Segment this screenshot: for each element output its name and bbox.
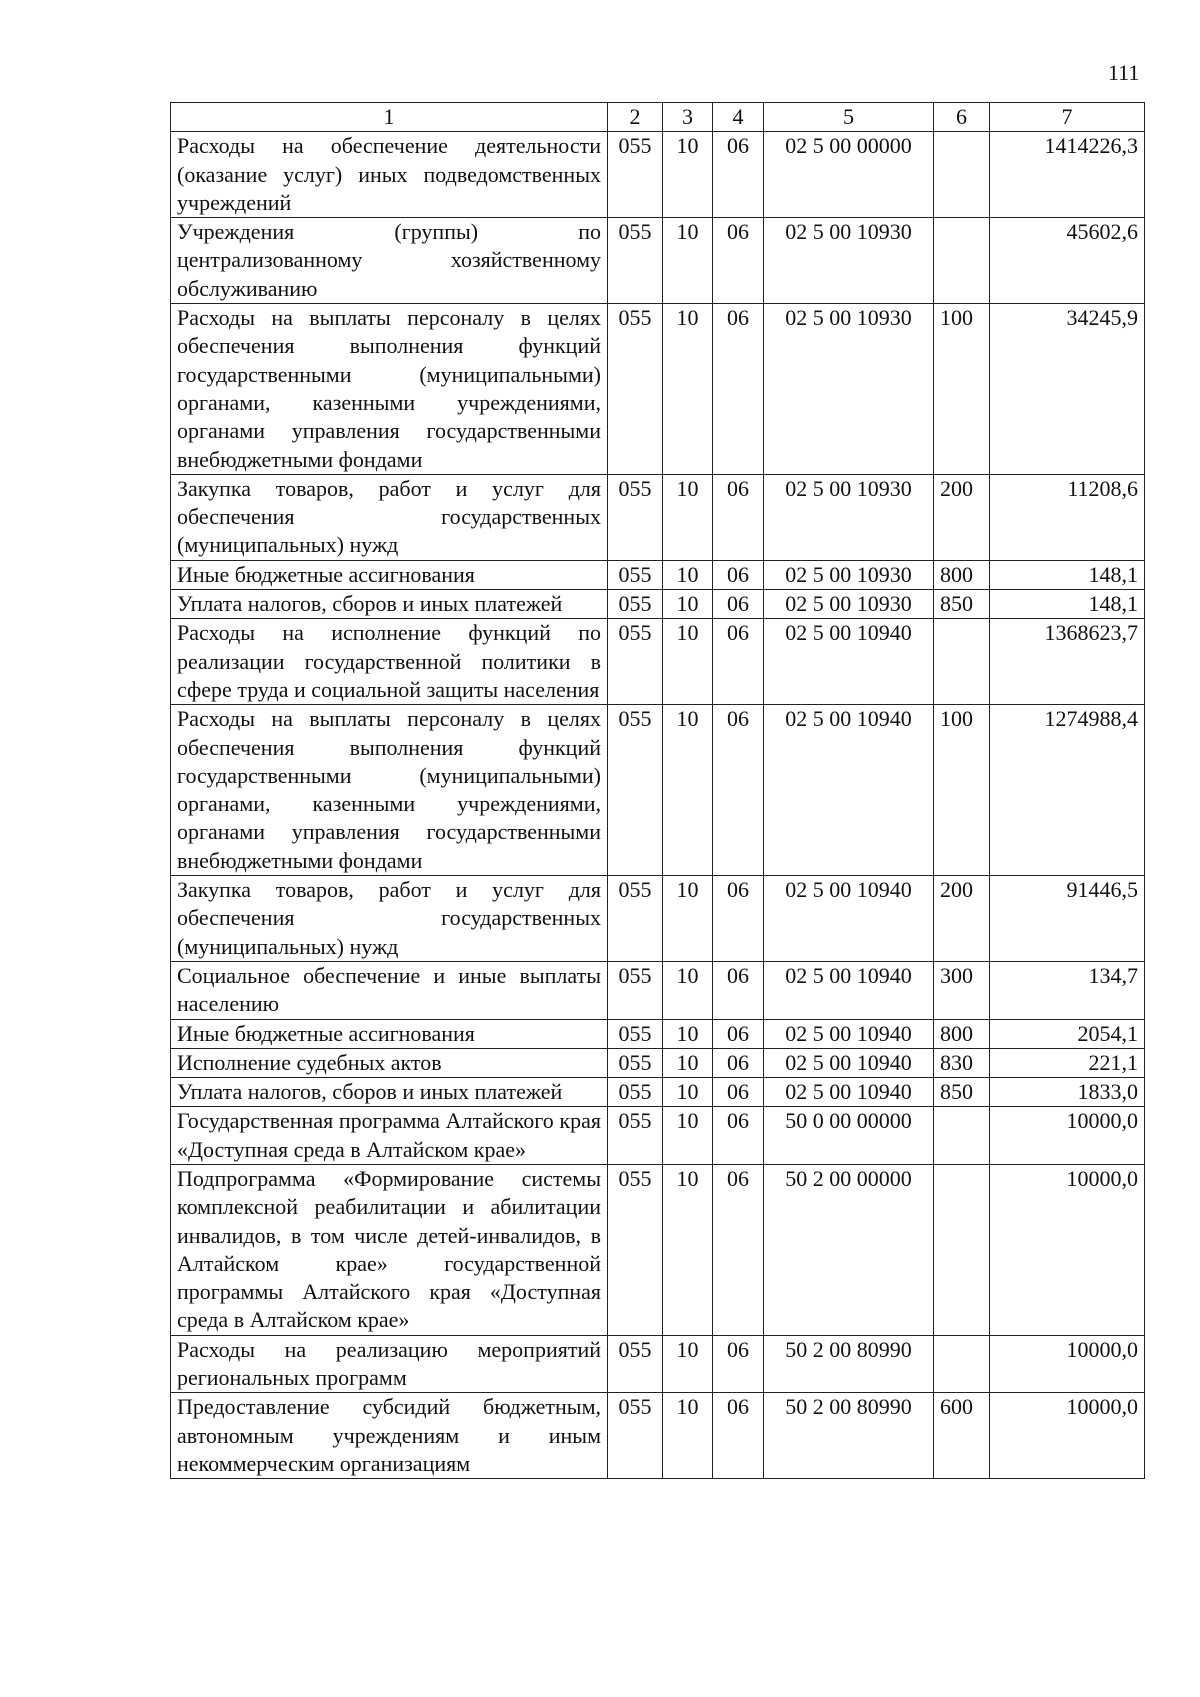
target-article-cell: 02 5 00 00000 <box>764 132 934 218</box>
target-article-cell: 50 2 00 00000 <box>764 1164 934 1335</box>
column-header: 3 <box>663 103 713 132</box>
section-code-cell: 10 <box>663 1048 713 1077</box>
section-code-cell: 10 <box>663 961 713 1019</box>
subsection-code-cell: 06 <box>713 218 764 304</box>
expense-name-cell: Уплата налогов, сборов и иных платежей <box>171 1078 608 1107</box>
expense-type-cell <box>934 619 990 705</box>
section-code-cell: 10 <box>663 304 713 475</box>
grbs-code-cell: 055 <box>608 1078 663 1107</box>
header-row <box>171 103 1145 132</box>
expense-name-cell: Государственная программа Алтайского края «Доступная среда в Алтайском крае» <box>171 1107 608 1165</box>
expense-type-cell <box>934 1107 990 1165</box>
expense-name-cell: Расходы на исполнение функций по реализации государственной политики в сфере труда и социальной защиты населения <box>171 619 608 705</box>
amount-cell: 221,1 <box>990 1048 1145 1077</box>
expense-type-cell <box>934 132 990 218</box>
expense-type-cell: 300 <box>934 961 990 1019</box>
target-article-cell: 02 5 00 10940 <box>764 705 934 876</box>
expense-type-cell: 830 <box>934 1048 990 1077</box>
budget-table <box>170 102 1145 1479</box>
target-article-cell: 02 5 00 10940 <box>764 876 934 962</box>
expense-type-cell: 100 <box>934 705 990 876</box>
expense-type-cell <box>934 1164 990 1335</box>
target-article-cell: 02 5 00 10930 <box>764 590 934 619</box>
table-row <box>171 876 1145 962</box>
grbs-code-cell: 055 <box>608 1107 663 1165</box>
subsection-code-cell: 06 <box>713 560 764 589</box>
grbs-code-cell: 055 <box>608 1393 663 1479</box>
section-code-cell: 10 <box>663 876 713 962</box>
amount-cell: 1274988,4 <box>990 705 1145 876</box>
expense-name-cell: Расходы на обеспечение деятельности (оказание услуг) иных подведомственных учреждений <box>171 132 608 218</box>
section-code-cell: 10 <box>663 1107 713 1165</box>
table-row <box>171 1335 1145 1393</box>
table-row <box>171 961 1145 1019</box>
amount-cell: 10000,0 <box>990 1393 1145 1479</box>
section-code-cell: 10 <box>663 1078 713 1107</box>
section-code-cell: 10 <box>663 1164 713 1335</box>
table-row <box>171 590 1145 619</box>
grbs-code-cell: 055 <box>608 474 663 560</box>
amount-cell: 10000,0 <box>990 1164 1145 1335</box>
column-header: 5 <box>764 103 934 132</box>
expense-type-cell: 600 <box>934 1393 990 1479</box>
column-header: 2 <box>608 103 663 132</box>
amount-cell: 10000,0 <box>990 1335 1145 1393</box>
target-article-cell: 50 2 00 80990 <box>764 1335 934 1393</box>
subsection-code-cell: 06 <box>713 132 764 218</box>
subsection-code-cell: 06 <box>713 961 764 1019</box>
table-row <box>171 132 1145 218</box>
section-code-cell: 10 <box>663 1019 713 1048</box>
table-row <box>171 1048 1145 1077</box>
amount-cell: 91446,5 <box>990 876 1145 962</box>
amount-cell: 134,7 <box>990 961 1145 1019</box>
subsection-code-cell: 06 <box>713 876 764 962</box>
expense-name-cell: Предоставление субсидий бюджетным, автономным учреждениям и иным некоммерческим организациям <box>171 1393 608 1479</box>
subsection-code-cell: 06 <box>713 1393 764 1479</box>
target-article-cell: 02 5 00 10940 <box>764 1048 934 1077</box>
subsection-code-cell: 06 <box>713 1048 764 1077</box>
grbs-code-cell: 055 <box>608 132 663 218</box>
amount-cell: 45602,6 <box>990 218 1145 304</box>
expense-type-cell: 800 <box>934 560 990 589</box>
target-article-cell: 02 5 00 10930 <box>764 560 934 589</box>
grbs-code-cell: 055 <box>608 876 663 962</box>
amount-cell: 2054,1 <box>990 1019 1145 1048</box>
expense-name-cell: Расходы на реализацию мероприятий региональных программ <box>171 1335 608 1393</box>
amount-cell: 34245,9 <box>990 304 1145 475</box>
grbs-code-cell: 055 <box>608 619 663 705</box>
expense-type-cell <box>934 1335 990 1393</box>
target-article-cell: 02 5 00 10940 <box>764 1019 934 1048</box>
table-row <box>171 1393 1145 1479</box>
grbs-code-cell: 055 <box>608 961 663 1019</box>
table-body <box>171 132 1145 1479</box>
grbs-code-cell: 055 <box>608 304 663 475</box>
target-article-cell: 02 5 00 10940 <box>764 1078 934 1107</box>
target-article-cell: 02 5 00 10930 <box>764 304 934 475</box>
expense-type-cell: 850 <box>934 1078 990 1107</box>
expense-type-cell: 200 <box>934 474 990 560</box>
subsection-code-cell: 06 <box>713 304 764 475</box>
section-code-cell: 10 <box>663 619 713 705</box>
subsection-code-cell: 06 <box>713 590 764 619</box>
amount-cell: 1414226,3 <box>990 132 1145 218</box>
subsection-code-cell: 06 <box>713 1335 764 1393</box>
grbs-code-cell: 055 <box>608 1335 663 1393</box>
subsection-code-cell: 06 <box>713 1107 764 1165</box>
column-header: 1 <box>171 103 608 132</box>
amount-cell: 1368623,7 <box>990 619 1145 705</box>
target-article-cell: 50 2 00 80990 <box>764 1393 934 1479</box>
expense-type-cell: 850 <box>934 590 990 619</box>
section-code-cell: 10 <box>663 705 713 876</box>
subsection-code-cell: 06 <box>713 619 764 705</box>
expense-name-cell: Учреждения (группы) по централизованному хозяйственному обслуживанию <box>171 218 608 304</box>
section-code-cell: 10 <box>663 218 713 304</box>
section-code-cell: 10 <box>663 1393 713 1479</box>
table-row <box>171 1164 1145 1335</box>
subsection-code-cell: 06 <box>713 1019 764 1048</box>
expense-type-cell: 800 <box>934 1019 990 1048</box>
section-code-cell: 10 <box>663 132 713 218</box>
expense-name-cell: Социальное обеспечение и иные выплаты населению <box>171 961 608 1019</box>
target-article-cell: 02 5 00 10930 <box>764 474 934 560</box>
grbs-code-cell: 055 <box>608 1048 663 1077</box>
section-code-cell: 10 <box>663 1335 713 1393</box>
column-header: 7 <box>990 103 1145 132</box>
expense-name-cell: Подпрограмма «Формирование системы комплексной реабилитации и абилитации инвалидов, в том числе детей-инвалидов, в Алтайском крае» государственной программы Алтайского края «Доступная среда в Алтайском крае» <box>171 1164 608 1335</box>
subsection-code-cell: 06 <box>713 1164 764 1335</box>
amount-cell: 148,1 <box>990 560 1145 589</box>
grbs-code-cell: 055 <box>608 705 663 876</box>
page-number: 111 <box>1108 60 1140 85</box>
grbs-code-cell: 055 <box>608 1019 663 1048</box>
section-code-cell: 10 <box>663 474 713 560</box>
grbs-code-cell: 055 <box>608 218 663 304</box>
table-row <box>171 560 1145 589</box>
target-article-cell: 02 5 00 10940 <box>764 619 934 705</box>
target-article-cell: 02 5 00 10930 <box>764 218 934 304</box>
target-article-cell: 02 5 00 10940 <box>764 961 934 1019</box>
expense-name-cell: Иные бюджетные ассигнования <box>171 560 608 589</box>
grbs-code-cell: 055 <box>608 1164 663 1335</box>
grbs-code-cell: 055 <box>608 590 663 619</box>
subsection-code-cell: 06 <box>713 705 764 876</box>
table-row <box>171 619 1145 705</box>
amount-cell: 10000,0 <box>990 1107 1145 1165</box>
expense-name-cell: Уплата налогов, сборов и иных платежей <box>171 590 608 619</box>
expense-name-cell: Закупка товаров, работ и услуг для обеспечения государственных (муниципальных) нужд <box>171 876 608 962</box>
target-article-cell: 50 0 00 00000 <box>764 1107 934 1165</box>
expense-type-cell: 100 <box>934 304 990 475</box>
table-row <box>171 1019 1145 1048</box>
expense-name-cell: Расходы на выплаты персоналу в целях обеспечения выполнения функций государственными (муниципальными) органами, казенными учреждениями, органами управления государственными внебюджетными фондами <box>171 705 608 876</box>
expense-name-cell: Расходы на выплаты персоналу в целях обеспечения выполнения функций государственными (муниципальными) органами, казенными учреждениями, органами управления государственными внебюджетными фондами <box>171 304 608 475</box>
table-row <box>171 474 1145 560</box>
amount-cell: 11208,6 <box>990 474 1145 560</box>
subsection-code-cell: 06 <box>713 474 764 560</box>
expense-name-cell: Закупка товаров, работ и услуг для обеспечения государственных (муниципальных) нужд <box>171 474 608 560</box>
subsection-code-cell: 06 <box>713 1078 764 1107</box>
table-row <box>171 1107 1145 1165</box>
section-code-cell: 10 <box>663 560 713 589</box>
expense-name-cell: Иные бюджетные ассигнования <box>171 1019 608 1048</box>
table-row <box>171 705 1145 876</box>
section-code-cell: 10 <box>663 590 713 619</box>
amount-cell: 148,1 <box>990 590 1145 619</box>
grbs-code-cell: 055 <box>608 560 663 589</box>
table-row <box>171 1078 1145 1107</box>
expense-type-cell: 200 <box>934 876 990 962</box>
column-header: 4 <box>713 103 764 132</box>
table-row <box>171 304 1145 475</box>
column-header: 6 <box>934 103 990 132</box>
amount-cell: 1833,0 <box>990 1078 1145 1107</box>
expense-name-cell: Исполнение судебных актов <box>171 1048 608 1077</box>
table-row <box>171 218 1145 304</box>
expense-type-cell <box>934 218 990 304</box>
